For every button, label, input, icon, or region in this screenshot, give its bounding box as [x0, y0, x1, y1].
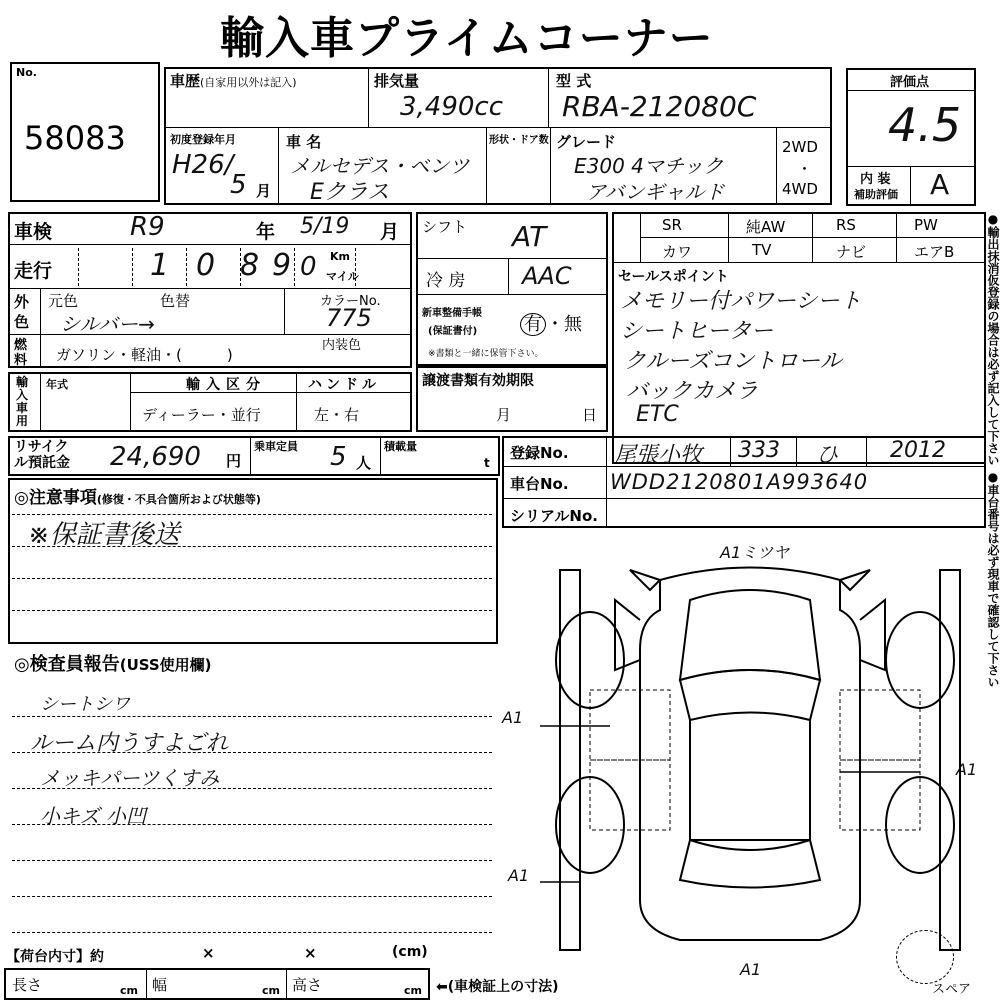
displacement-label: 排気量: [374, 72, 420, 90]
inspection-era: R9: [130, 212, 165, 242]
chassis-label: 車台No.: [510, 475, 569, 493]
mileage-unit-km: Km: [330, 250, 350, 263]
grade-line2: アバンギャルド: [586, 180, 725, 204]
displacement-value: 3,490cc: [400, 92, 504, 122]
load-unit: t: [484, 456, 490, 470]
import-handle-label: ハンドル: [308, 377, 380, 393]
cargo-length-label: 長さ: [12, 976, 43, 994]
inspection-label: 車検: [14, 221, 53, 243]
sales-point-item: バックカメラ: [626, 379, 759, 404]
diagram-note-bottom: A1: [740, 960, 762, 979]
cargo-dim-box: [4, 968, 430, 1000]
interior-label: 内 装: [860, 172, 891, 187]
mileage-digit: 1: [150, 248, 170, 283]
cargo-height-label: 高さ: [292, 976, 323, 994]
registration-label: 登録No.: [510, 444, 569, 462]
serial-label: シリアルNo.: [510, 507, 598, 525]
import-handle-value: 左・右: [314, 406, 360, 424]
cargo-width-cm: cm: [262, 984, 280, 997]
load-label: 積載量: [384, 440, 417, 453]
equip-item: カワ: [662, 243, 693, 261]
report-line: メッキパーツくすみ: [40, 766, 220, 790]
aircon-label: 冷 房: [426, 271, 466, 291]
import-category-label: 輸入区分: [186, 377, 266, 393]
report-label: ◎検査員報告(USS使用欄): [14, 654, 212, 675]
car-name-line1: メルセデス・ベンツ: [290, 154, 470, 178]
spare-label: スペア: [932, 982, 972, 997]
registration-kana: ひ: [816, 443, 839, 468]
shift-value: AT: [512, 220, 547, 253]
cargo-height-cm: cm: [404, 984, 422, 997]
cargo-length-cm: cm: [120, 984, 138, 997]
sales-point-item: シートヒーター: [620, 319, 774, 344]
sales-point-item: クルーズコントロール: [624, 349, 842, 374]
drive-4wd: 4WD: [782, 180, 818, 198]
equip-item: ナビ: [836, 243, 867, 261]
recycle-label: リサイクル預託金: [14, 439, 70, 471]
first-reg-month: 5: [230, 170, 247, 200]
diagram-note-left-lower: A1: [508, 866, 530, 885]
aircon-value: AAC: [522, 262, 572, 290]
spare-circle: [896, 930, 954, 984]
equip-item: RS: [836, 216, 856, 234]
diagram-note-top: A1ミツヤ: [720, 543, 790, 562]
grade-label: グレード: [556, 133, 617, 151]
interior-value: A: [930, 168, 950, 201]
shift-label: シフト: [422, 218, 468, 236]
transfer-label: 譲渡書類有効期限: [422, 373, 534, 389]
mileage-digit: 0: [300, 252, 317, 282]
color-no-value: 775: [326, 304, 372, 332]
import-category-value: ディーラー・並行: [142, 406, 261, 424]
history-label: 車歴(自家用以外は記入): [170, 72, 297, 90]
report-line: ルーム内うすよごれ: [30, 731, 229, 756]
cargo-x2: ×: [304, 944, 317, 962]
exterior-value: シルバー→: [60, 312, 155, 336]
first-reg-label: 初度登録年月: [170, 133, 236, 146]
sales-points-label: セールスポイント: [618, 269, 729, 285]
first-reg-value: H26/: [172, 150, 234, 180]
lot-no-label: No.: [16, 66, 37, 79]
import-label: 輸入車用: [16, 375, 29, 428]
transfer-month-unit: 月: [496, 406, 512, 424]
equip-item: PW: [914, 216, 938, 234]
lot-number: 58083: [24, 119, 126, 157]
cargo-label: 【荷台内寸】約: [6, 949, 104, 965]
exterior-change-label: 色替: [160, 292, 191, 310]
inspection-year-unit: 年: [256, 221, 276, 243]
mileage-label: 走行: [14, 260, 53, 282]
drive-2wd: 2WD: [782, 138, 818, 156]
inspection-month-unit: 月: [380, 221, 400, 243]
registration-area: 尾張小牧: [614, 443, 703, 468]
manual-options: 有 ・無: [520, 310, 582, 336]
diagram-note-right: A1: [956, 760, 978, 779]
cargo-x1: ×: [202, 944, 215, 962]
mileage-digit: 8: [240, 248, 260, 283]
recycle-unit: 円: [226, 452, 242, 470]
exterior-label: 外色: [14, 293, 30, 331]
equip-item: SR: [662, 216, 682, 234]
color-no-label: カラーNo.: [320, 294, 381, 309]
capacity-unit: 人: [356, 454, 372, 472]
car-name-line2: Eクラス: [310, 180, 390, 205]
model-label: 型 式: [556, 72, 592, 90]
mileage-digit: 9: [272, 248, 292, 283]
mileage-unit-mile: マイル: [326, 270, 359, 283]
drive-sep: ・: [797, 160, 813, 178]
model-value: RBA-212080C: [562, 90, 757, 123]
inspection-date: 5/19: [300, 214, 350, 239]
sales-point-item: メモリー付パワーシート: [620, 289, 862, 314]
import-year-label: 年式: [46, 378, 68, 391]
cargo-width-label: 幅: [152, 976, 168, 994]
cargo-unit: (cm): [392, 944, 428, 960]
chassis-value: WDD2120801A993640: [610, 470, 869, 494]
manual-sub: (保証書付): [428, 326, 478, 337]
recycle-value: 24,690: [110, 442, 201, 472]
shape-label: 形状・ドア数: [489, 135, 549, 146]
score-box: [846, 68, 976, 206]
fuel-label: 燃料: [14, 338, 28, 368]
registration-number: 2012: [890, 438, 946, 463]
lot-box: [10, 62, 160, 202]
manual-label: 新車整備手帳: [422, 308, 482, 319]
car-diagram: [540, 540, 990, 960]
capacity-label: 乗車定員: [254, 440, 298, 453]
fuel-options: ガソリン・軽油・( ): [56, 346, 233, 364]
capacity-value: 5: [330, 442, 347, 472]
notes-line: ※保証書後送: [28, 520, 180, 550]
registration-class: 333: [738, 438, 780, 463]
score-value: 4.5: [888, 98, 962, 152]
report-line: シートシワ: [40, 694, 130, 715]
equip-item: エアB: [914, 243, 955, 261]
interior-color-label: 内装色: [322, 338, 362, 353]
sales-point-item: ETC: [636, 402, 679, 427]
first-reg-month-unit: 月: [256, 182, 272, 200]
exterior-orig-label: 元色: [48, 292, 79, 310]
mileage-digit: 0: [196, 248, 216, 283]
diagram-note-left-upper: A1: [502, 708, 524, 727]
equip-item: TV: [752, 241, 772, 259]
score-label: 評価点: [890, 75, 930, 90]
grade-line1: E300 4マチック: [574, 154, 724, 178]
report-line: 小キズ 小凹: [40, 804, 146, 828]
equip-item: 純AW: [746, 218, 786, 236]
manual-note: ※書類と一緒に保管下さい。: [428, 349, 544, 359]
page-title: 輸入車プライムコーナー: [220, 13, 714, 64]
interior-sub: 補助評価: [854, 188, 898, 201]
side-note: ●輸出抹消仮登録の場合は必ず記入して下さい ●車台番号は必ず現車で確認して下さい: [986, 212, 1000, 689]
car-name-label: 車 名: [286, 133, 322, 151]
notes-label: ◎注意事項(修復・不具合箇所および状態等): [14, 488, 261, 508]
cargo-arrow-note: ⬅(車検証上の寸法): [436, 979, 559, 995]
transfer-day-unit: 日: [582, 406, 598, 424]
